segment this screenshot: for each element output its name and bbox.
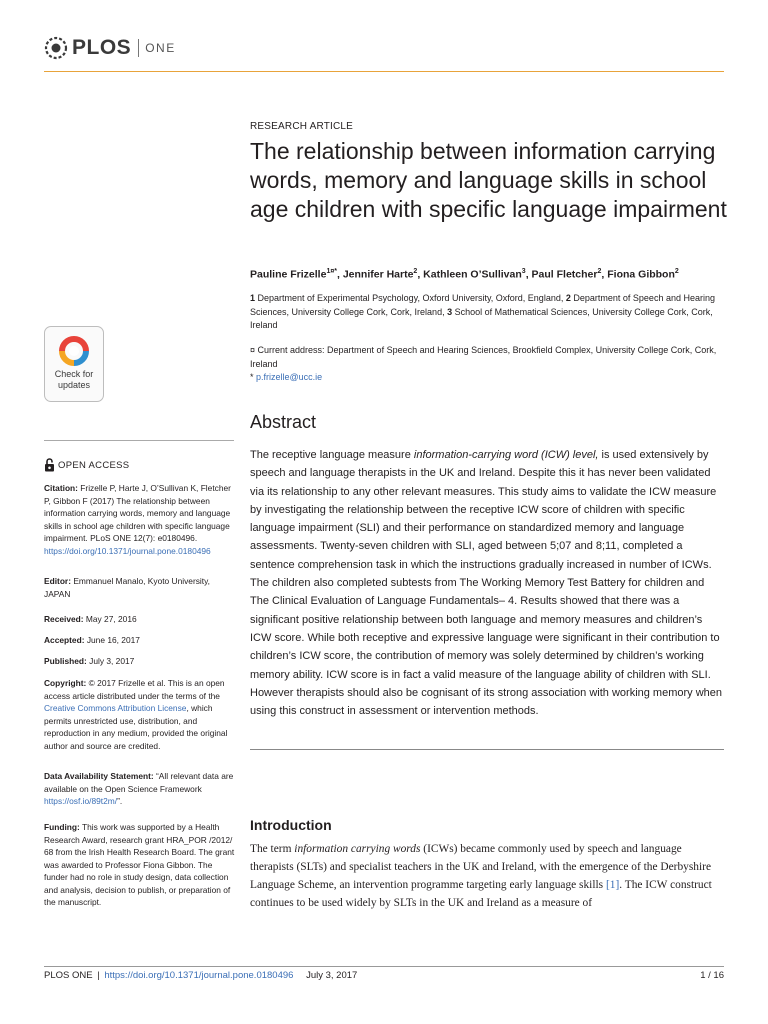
citation-text: Frizelle P, Harte J, O’Sullivan K, Fletcher P, Gibbon F (2017) The relationship between information carrying words, memory and language skills in school age children with specific language impairment. PLoS ONE 12(7): e0180496. — [44, 483, 231, 543]
email-link[interactable]: p.frizelle@ucc.ie — [256, 372, 323, 382]
affiliation-text: School of Mathematical Sciences, University College Cork, Cork, Ireland — [250, 306, 713, 330]
footer-separator: | — [97, 970, 100, 981]
license-link[interactable]: Creative Commons Attribution License — [44, 703, 187, 713]
page-footer — [44, 970, 724, 981]
citation-block — [44, 482, 236, 557]
editor-block — [44, 575, 236, 600]
logo-divider — [138, 39, 139, 57]
received-date: May 27, 2016 — [85, 614, 137, 624]
abstract-emphasis: information-carrying word (ICW) level, — [413, 449, 599, 461]
footer-doi-link[interactable]: https://doi.org/10.1371/journal.pone.0180496 — [104, 970, 294, 981]
footer-citation — [44, 970, 357, 981]
reference-link[interactable]: [1] — [605, 879, 620, 892]
abstract-heading: Abstract — [250, 412, 317, 432]
data-availability-block — [44, 770, 236, 808]
osf-link[interactable]: https://osf.io/89t2m/ — [44, 796, 118, 806]
corresponding-email — [250, 371, 322, 384]
footer-rule — [44, 966, 724, 967]
editor-label: Editor: — [44, 576, 71, 586]
logo-subtitle: ONE — [145, 41, 176, 55]
open-access-badge — [44, 458, 129, 472]
author-sup: 1¤* — [326, 268, 337, 275]
footer-date: July 3, 2017 — [306, 970, 358, 981]
check-for-updates-label — [44, 369, 104, 391]
page-number: 1 / 16 — [700, 970, 724, 981]
introduction-heading: Introduction — [250, 817, 332, 833]
published-block — [44, 655, 236, 668]
current-address: ¤ Current address: Department of Speech and Hearing Sciences, Brookfield Complex, University College Cork, Cork, Ireland — [250, 345, 717, 369]
affiliations — [250, 292, 730, 333]
published-label: Published: — [44, 656, 87, 666]
data-availability-text: “All relevant data are available on the Open Science Framework — [44, 771, 234, 794]
funding-label: Funding: — [44, 822, 80, 832]
abstract-text — [250, 446, 726, 720]
citation-label: Citation: — [44, 483, 78, 493]
header-rule — [44, 71, 724, 72]
author-name: Pauline Frizelle — [250, 268, 327, 281]
sidebar-rule — [44, 440, 234, 441]
author-list — [250, 264, 730, 283]
open-access-label: OPEN ACCESS — [58, 459, 130, 471]
affiliation-text: Department of Experimental Psychology, Oxford University, Oxford, England, — [257, 293, 564, 303]
author-sep: , — [525, 268, 532, 281]
plos-logo-icon — [44, 36, 68, 60]
author-sep: , — [417, 268, 424, 281]
author-sup: 2 — [597, 268, 602, 275]
published-date: July 3, 2017 — [89, 656, 135, 666]
footer-journal: PLOS ONE — [44, 970, 93, 981]
copyright-text: , which permits unrestricted use, distribution, and reproduction in any medium, provided the original author and source are credited. — [44, 703, 228, 751]
copyright-label: Copyright: — [44, 678, 87, 688]
copyright-block — [44, 677, 236, 752]
affiliation-number: 1 — [250, 293, 256, 303]
author-sep: , — [601, 268, 608, 281]
received-block — [44, 613, 236, 626]
affiliation-text: Department of Speech and Hearing Sciences, University College Cork, Cork, Ireland, — [250, 293, 715, 317]
intro-emphasis: information carrying words — [294, 843, 421, 855]
email-marker: * — [250, 372, 254, 382]
data-availability-text: ”. — [117, 796, 123, 806]
author-sup: 2 — [413, 268, 418, 275]
citation-doi-link[interactable]: https://doi.org/10.1371/journal.pone.0180496 — [44, 545, 211, 556]
accepted-label: Accepted: — [44, 635, 85, 645]
check-label-line: Check for — [54, 369, 94, 379]
open-lock-icon — [44, 458, 55, 472]
intro-segment: The term — [250, 843, 295, 855]
plos-logo — [44, 32, 176, 64]
funding-text: This work was supported by a Health Research Award, research grant HRA_POR /2012/ 68 from the Irish Health Research Board. The grant was awarded to Professor Fiona Gibbon. The funder had no role in study design, data collection and analysis, decision to publish, or preparation of the manuscript. — [44, 822, 235, 907]
abstract-segment: The receptive language measure — [250, 449, 414, 461]
abstract-rule — [250, 749, 724, 750]
data-availability-label: Data Availability Statement: — [44, 771, 154, 781]
author-sup: 2 — [674, 268, 679, 275]
received-label: Received: — [44, 614, 84, 624]
check-label-line: updates — [57, 380, 91, 390]
intro-segment: . The ICW construct continues to be used widely by SLTs in the UK and Ireland as a measure of — [250, 879, 712, 910]
funding-block — [44, 821, 236, 909]
author-name: Paul Fletcher — [531, 268, 598, 281]
affiliation-number: 2 — [565, 293, 571, 303]
author-sup: 3 — [521, 268, 526, 275]
article-type: RESEARCH ARTICLE — [250, 121, 354, 132]
intro-segment: (ICWs) became commonly used by speech and language therapists (SLTs) and specialist teachers in the UK and Ireland, with the emergence of the Derbyshire Language Scheme, an intervention programme targeting early language skills — [250, 843, 712, 892]
accepted-block — [44, 634, 236, 647]
copyright-text: © 2017 Frizelle et al. This is an open access article distributed under the terms of the — [44, 678, 225, 701]
author-name: Fiona Gibbon — [607, 268, 675, 281]
author-sep: , — [336, 268, 343, 281]
author-name: Jennifer Harte — [342, 268, 414, 281]
check-updates-icon — [45, 327, 103, 371]
logo-text: PLOS — [72, 36, 132, 59]
introduction-text — [250, 840, 726, 912]
editor-text: Emmanuel Manalo, Kyoto University, JAPAN — [44, 576, 211, 599]
accepted-date: June 16, 2017 — [86, 635, 140, 645]
article-title: The relationship between information carrying words, memory and language skills in school age children with specific language impairment — [250, 138, 727, 222]
author-name: Kathleen O’Sullivan — [423, 268, 522, 281]
affiliation-number: 3 — [447, 306, 453, 317]
abstract-segment: is used extensively by speech and language therapists in the UK and Ireland. Despite this it has never been validated via its relationship to any other relevant measures. This study aims to validate the ICW measure by investigating the relationship between the receptive ICW score of children with specific language impairment (SLI) and their performance on standardized memory and language assessments. Twenty-seven children with SLI, aged between 5;07 and 8;11, completed a sentence comprehension task in which the instructions gradually increased in number of ICWs. The children also completed subtests from The Working Memory Test Battery for children and The Clinical Evaluation of Language Fundamentals– 4. Results showed that there was a significant positive relationship between both language and memory measures and children’s ICW score. While both receptive and expressive language were significant in their contribution to children’s ICW score, the contribution of memory was solely determined by children’s working memory ability. ICW score is in fact a valid measure of the language ability of children with SLI. However therapists should also be cognisant of its strong association with working memory when using this construct in assessment or intervention methods. — [250, 449, 723, 718]
